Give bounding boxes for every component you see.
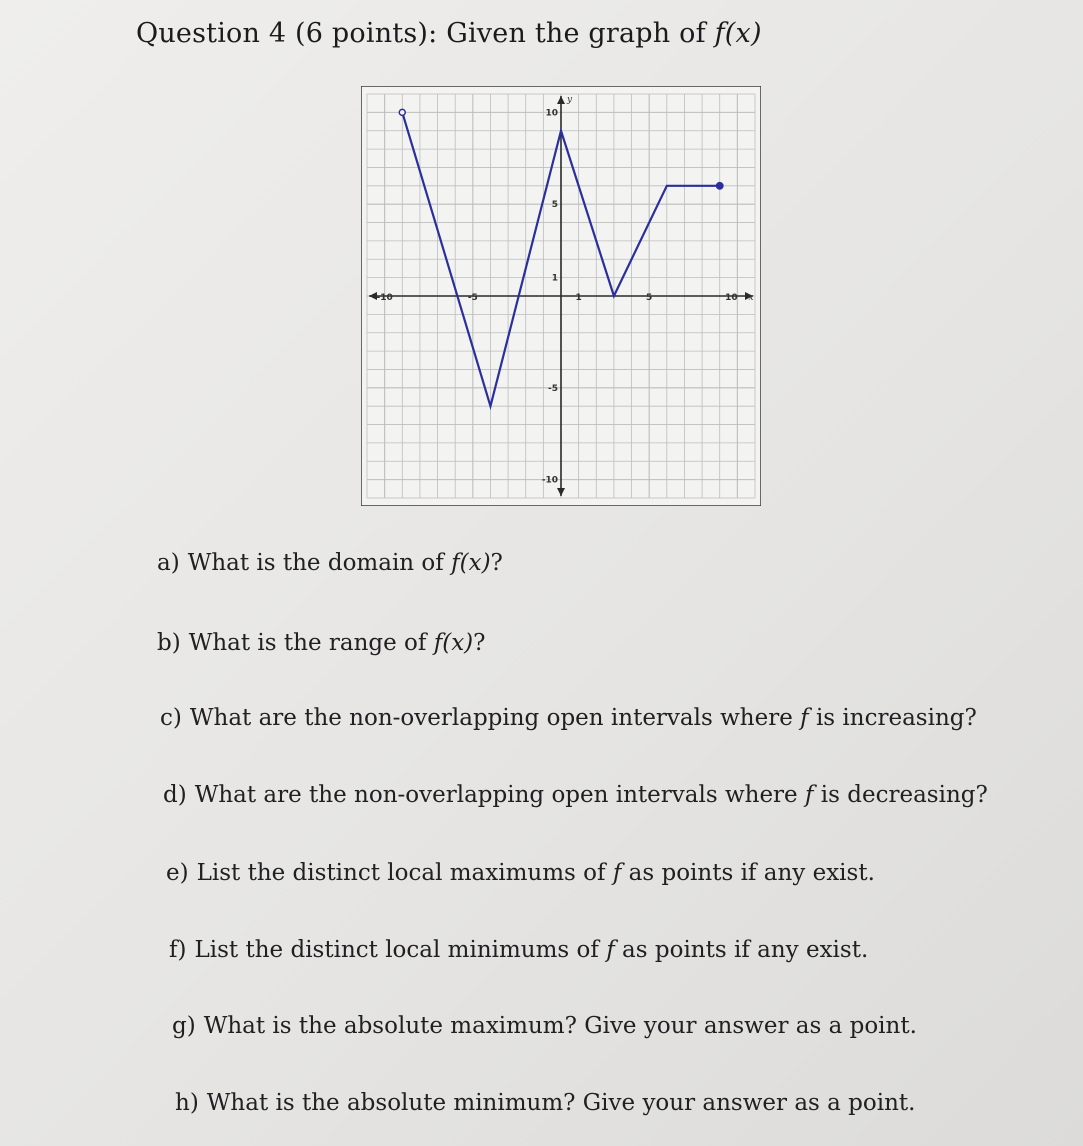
question-b bbox=[157, 630, 486, 656]
function-graph bbox=[361, 86, 761, 506]
question-math: f bbox=[612, 860, 622, 886]
question-text-end: is increasing? bbox=[808, 705, 977, 731]
graph-svg bbox=[361, 86, 761, 506]
question-label: h) bbox=[175, 1090, 199, 1116]
question-label: d) bbox=[163, 782, 187, 808]
x-axis-label: x bbox=[748, 293, 754, 303]
endpoint-left bbox=[399, 109, 405, 115]
question-text-end: ? bbox=[473, 630, 486, 656]
question-title bbox=[136, 18, 762, 49]
question-c bbox=[160, 705, 977, 731]
question-g bbox=[172, 1013, 917, 1039]
question-label: g) bbox=[172, 1013, 196, 1039]
y-axis-label: y bbox=[567, 95, 573, 105]
question-f bbox=[169, 937, 868, 963]
question-label: b) bbox=[157, 630, 181, 656]
question-a bbox=[157, 550, 503, 576]
question-label: c) bbox=[160, 705, 182, 731]
y-tick-label: 1 bbox=[551, 273, 558, 284]
question-math: f bbox=[804, 782, 814, 808]
y-tick-label: 10 bbox=[545, 108, 558, 119]
x-tick-label: 5 bbox=[646, 293, 653, 303]
x-tick-label: -5 bbox=[467, 293, 478, 303]
question-text-end: ? bbox=[490, 550, 503, 576]
question-math: f(x) bbox=[451, 550, 491, 576]
y-tick-label: -5 bbox=[548, 383, 558, 394]
question-label: e) bbox=[166, 860, 189, 886]
question-math: f bbox=[800, 705, 809, 731]
question-text: What is the domain of bbox=[187, 550, 452, 576]
question-math: f bbox=[606, 937, 615, 963]
question-title-text: Question 4 (6 points): Given the graph of bbox=[136, 18, 715, 49]
question-text-end: as points if any exist. bbox=[621, 860, 875, 886]
y-tick-label: 5 bbox=[551, 200, 558, 211]
question-h bbox=[175, 1090, 915, 1116]
question-math: f(x) bbox=[433, 630, 474, 656]
question-label: a) bbox=[157, 550, 180, 576]
question-text: List the distinct local maximums of bbox=[196, 860, 613, 886]
question-text-end: is decreasing? bbox=[813, 782, 988, 808]
question-text: What are the non-overlapping open intervals where bbox=[189, 705, 801, 731]
question-text: What are the non-overlapping open intervals where bbox=[194, 782, 805, 808]
x-tick-label: 10 bbox=[725, 293, 738, 303]
question-text: What is the range of bbox=[188, 630, 434, 656]
question-title-math: f(x) bbox=[714, 18, 762, 49]
question-text: What is the absolute maximum? Give your answer as a point. bbox=[203, 1013, 917, 1039]
question-d bbox=[163, 782, 988, 808]
question-label: f) bbox=[169, 937, 187, 963]
question-e bbox=[166, 860, 875, 886]
x-tick-label: 1 bbox=[575, 293, 582, 303]
x-tick-label: -10 bbox=[376, 293, 393, 303]
question-text: What is the absolute minimum? Give your answer as a point. bbox=[206, 1090, 916, 1116]
y-tick-label: -10 bbox=[541, 475, 558, 486]
question-text-end: as points if any exist. bbox=[614, 937, 869, 963]
question-text: List the distinct local minimums of bbox=[194, 937, 607, 963]
endpoint-right bbox=[717, 183, 723, 189]
